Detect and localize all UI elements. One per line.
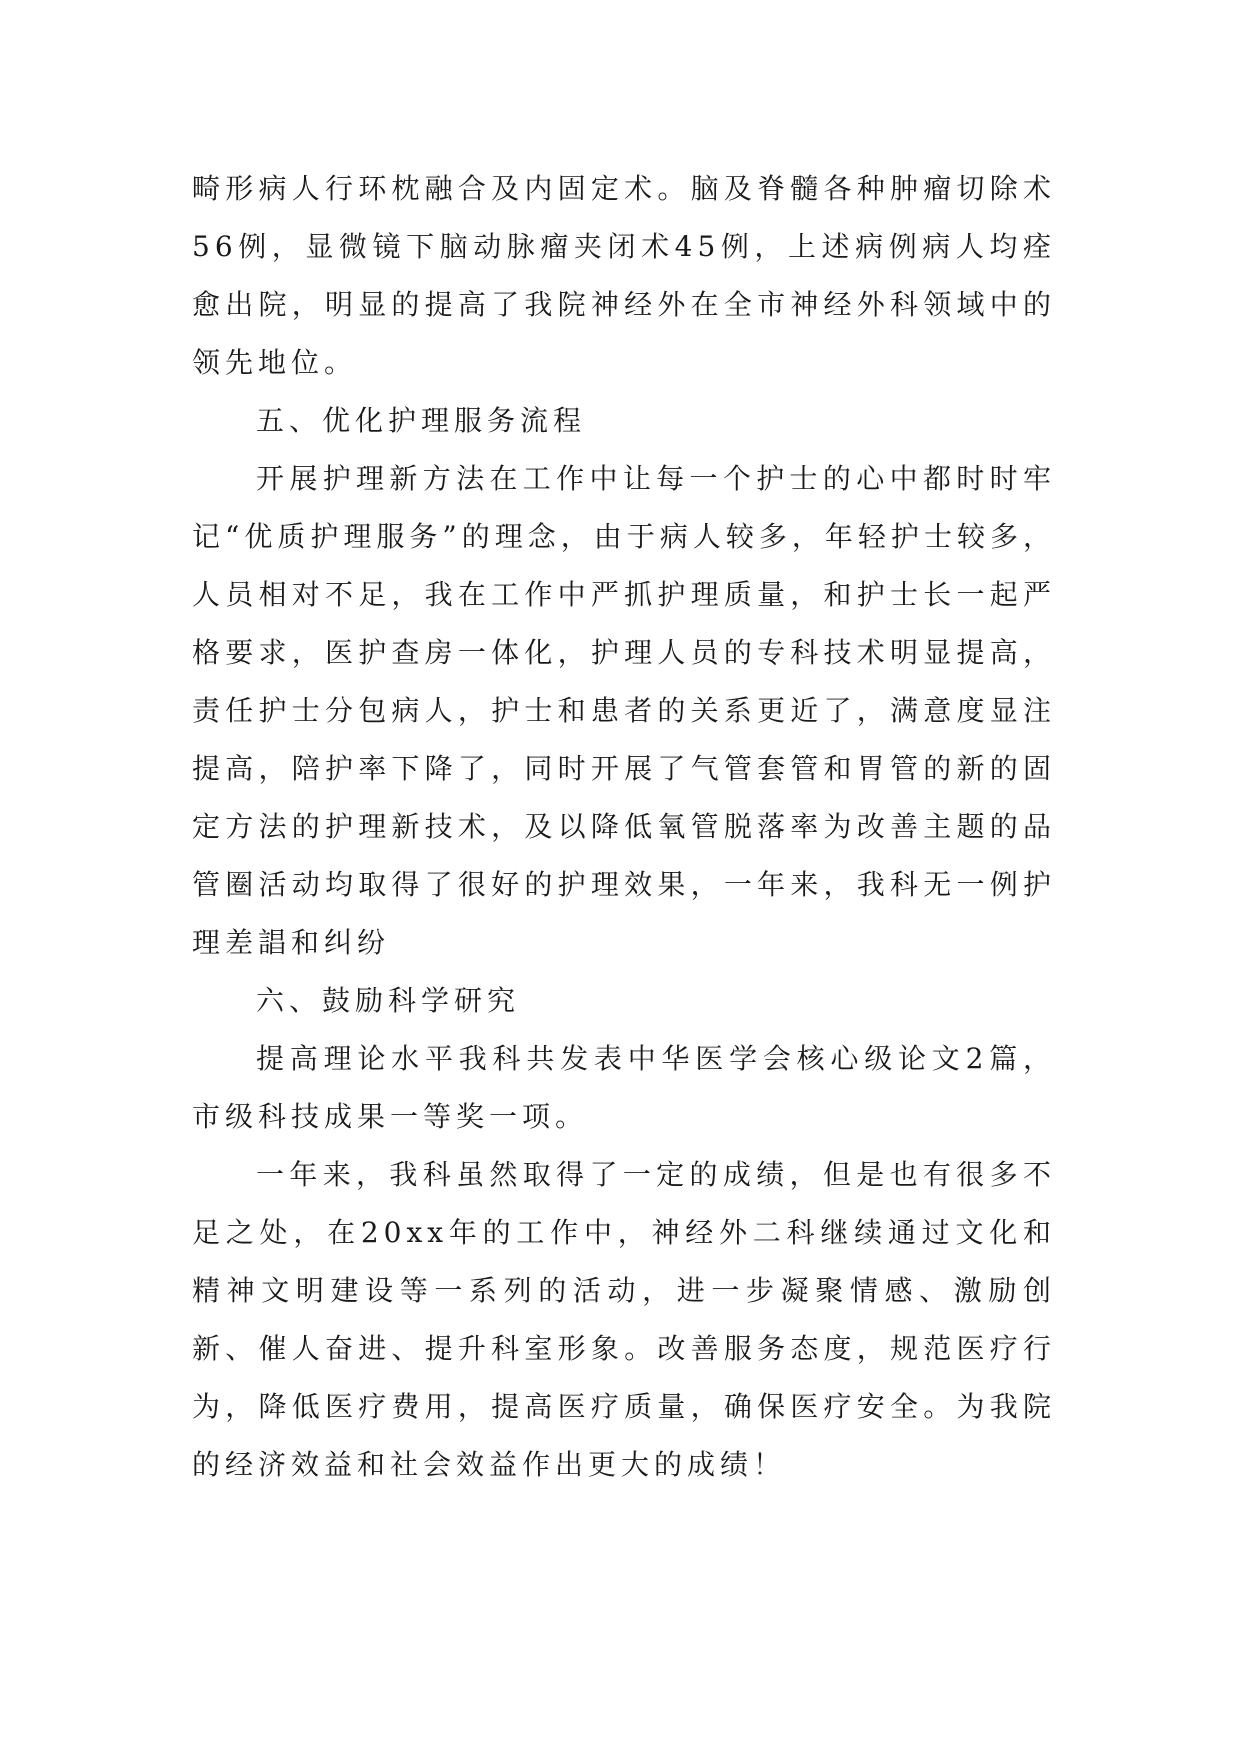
document-body [192,160,1056,1494]
paragraph-summary: 一年来，我科虽然取得了一定的成绩，但是也有很多不足之处，在20xx年的工作中，神经外二科继续通过文化和精神文明建设等一系列的活动，进一步凝聚情感、激励创新、催人奋进、提升科室形象。改善服务态度，规范医疗行为，降低医疗费用，提高医疗质量，确保医疗安全。为我院的经济效益和社会效益作出更大的成绩！ [192,1158,1056,1481]
paragraph-continued: 畸形病人行环枕融合及内固定术。脑及脊髓各种肿瘤切除术56例，显微镜下脑动脉瘤夹闭术45例，上述病例病人均痊愈出院，明显的提高了我院神经外在全市神经外科领域中的领先地位。 [192,172,1056,379]
paragraph-research: 提高理论水平我科共发表中华医学会核心级论文2篇，市级科技成果一等奖一项。 [192,1042,1056,1133]
section-heading-six: 六、鼓励科学研究 [256,984,521,1017]
paragraph-nursing-service: 开展护理新方法在工作中让每一个护士的心中都时时牢记“优质护理服务”的理念，由于病人较多，年轻护士较多，人员相对不足，我在工作中严抓护理质量，和护士长一起严格要求，医护查房一体化，护理人员的专科技术明显提高，责任护士分包病人，护士和患者的关系更近了，满意度显注提高，陪护率下降了，同时开展了气管套管和胃管的新的固定方法的护理新技术，及以降低氧管脱落率为改善主题的品管圈活动均取得了很好的护理效果，一年来，我科无一例护理差誯和纠纷 [192,462,1056,959]
section-heading-five: 五、优化护理服务流程 [256,404,587,437]
